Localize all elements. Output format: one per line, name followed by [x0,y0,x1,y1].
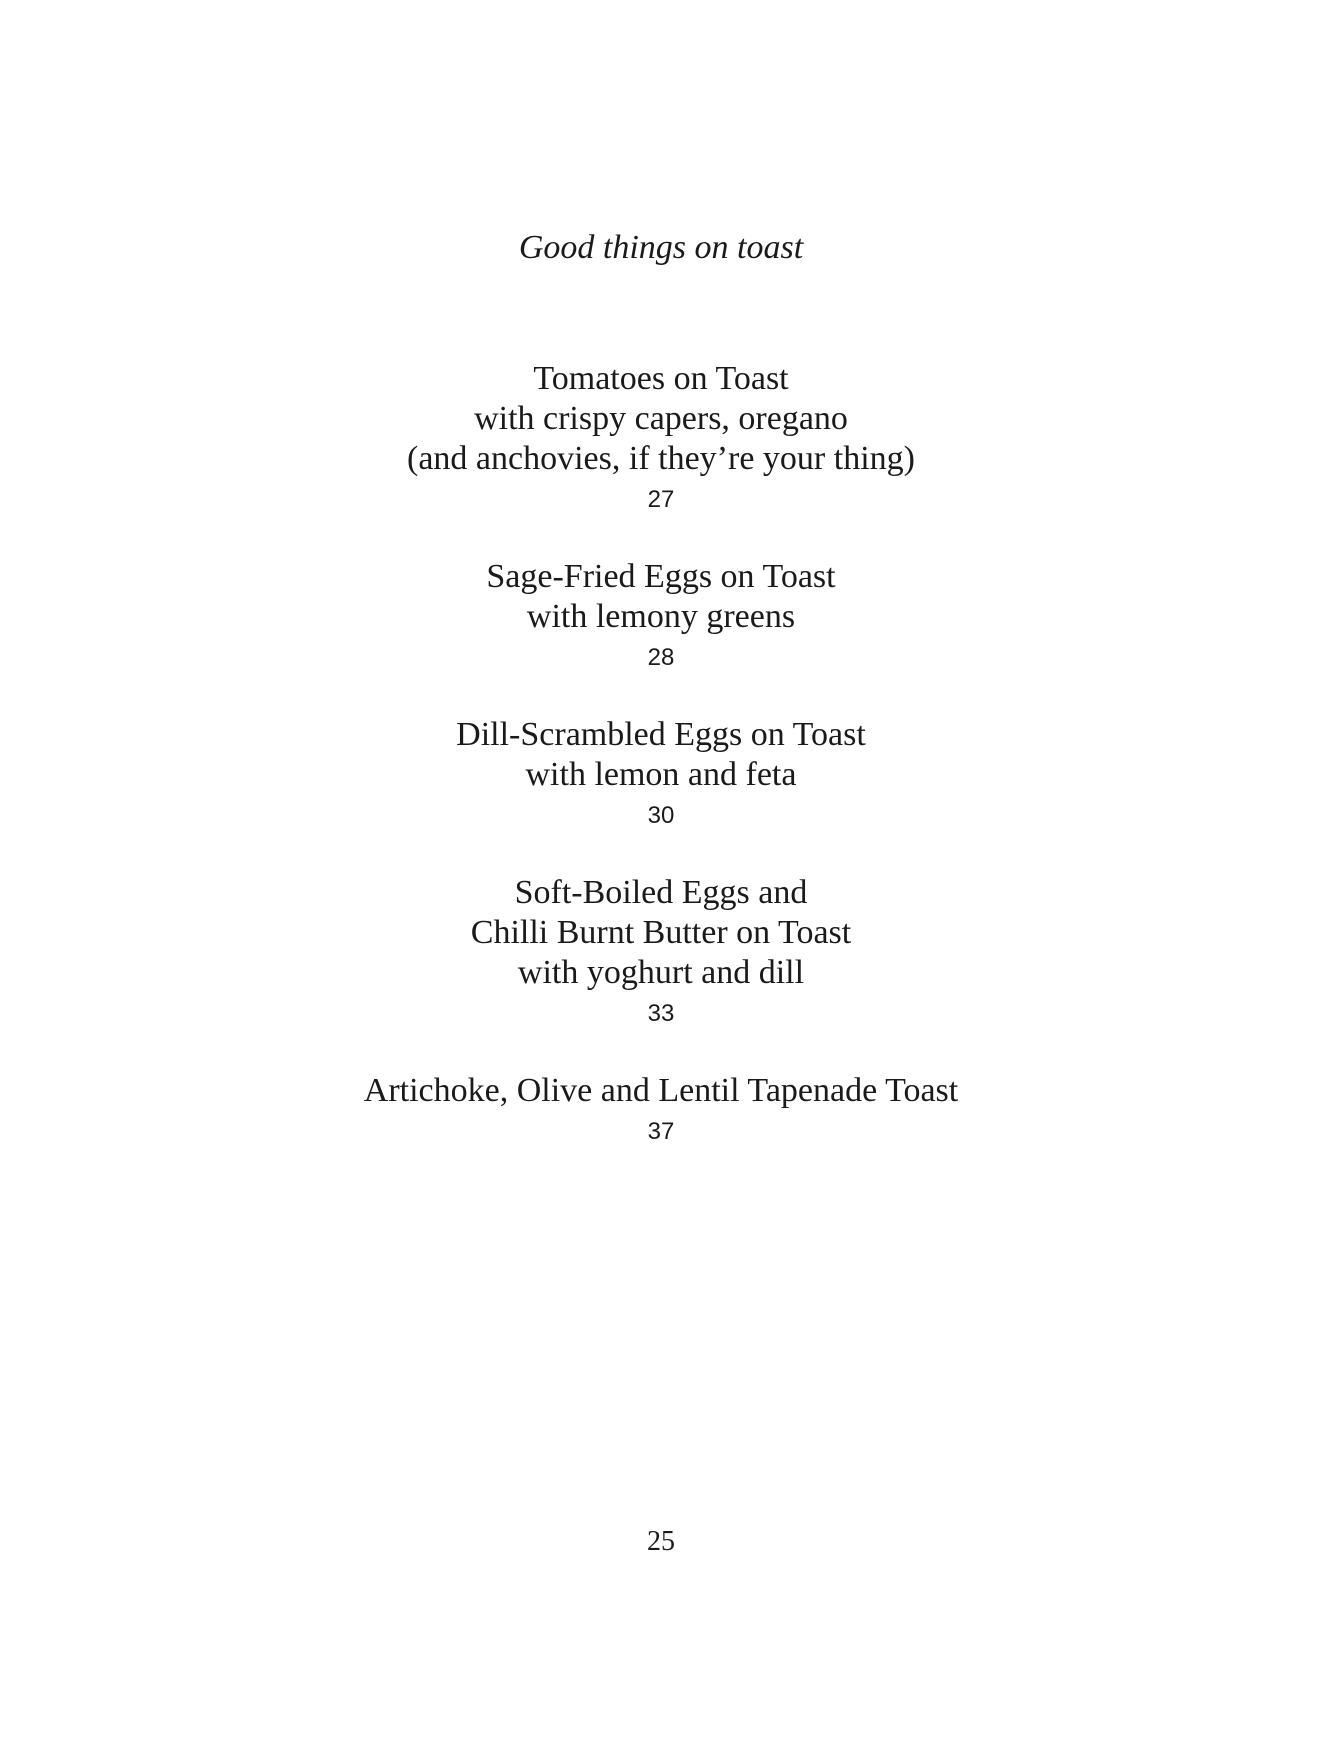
recipe-page-number: 28 [647,644,675,671]
recipe-entry [0,1071,1322,1147]
recipe-title: Chilli Burnt Butter on Toast [470,914,852,951]
recipe-entry [0,715,1322,831]
section-title: Good things on toast [518,229,804,266]
recipe-title: Soft-Boiled Eggs and [514,874,808,911]
recipe-subtitle: with lemony greens [526,598,796,635]
recipe-entry [0,873,1322,1029]
recipe-subtitle: with crispy capers, oregano [474,400,848,437]
folio-page-number: 25 [647,1526,675,1557]
recipe-title: Sage-Fried Eggs on Toast [486,558,836,595]
recipe-title: Artichoke, Olive and Lentil Tapenade Toast [363,1072,959,1109]
recipe-entry [0,557,1322,673]
recipe-subtitle: (and anchovies, if they’re your thing) [407,440,915,477]
recipe-page-number: 30 [647,802,675,829]
recipe-page-number: 27 [647,486,675,513]
recipe-title: Tomatoes on Toast [533,360,789,397]
recipe-page-number: 33 [647,1000,675,1027]
recipe-subtitle: with lemon and feta [525,756,797,793]
recipe-page-number: 37 [647,1118,675,1145]
recipe-entry [0,359,1322,515]
recipe-subtitle: with yoghurt and dill [517,954,805,991]
recipe-title: Dill-Scrambled Eggs on Toast [456,716,866,753]
